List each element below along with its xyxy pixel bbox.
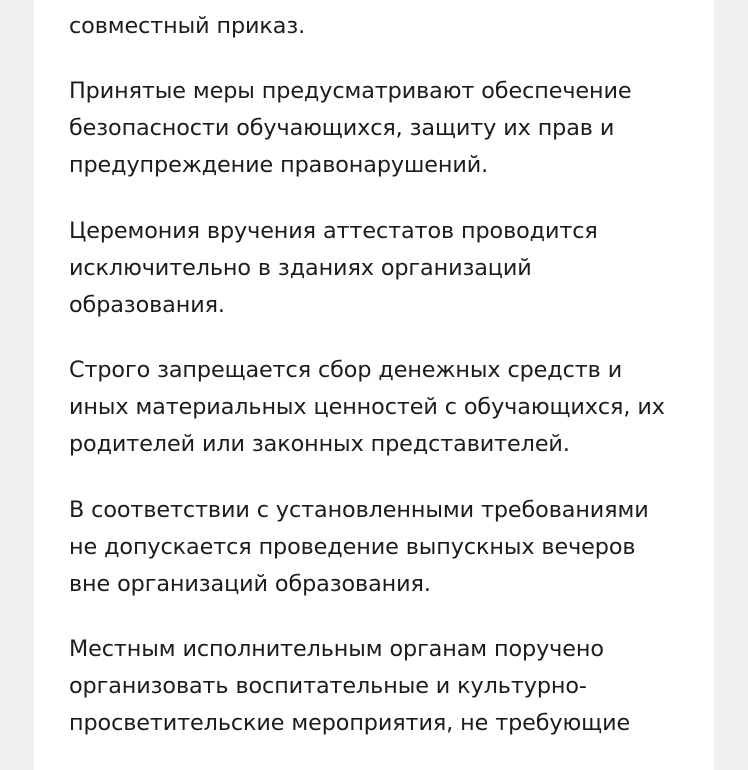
article-line: Местным исполнительным органам поручено: [69, 636, 604, 662]
article-paragraph-6: [69, 631, 630, 742]
article-line: родителей или законных представителей.: [69, 431, 570, 457]
article-paragraph-1: [69, 8, 305, 45]
article-line: В соответствии с установленными требованиями: [69, 497, 649, 523]
article-paragraph-5: [69, 492, 649, 603]
article-line: не допускается проведение выпускных вечеров: [69, 534, 636, 560]
article-line: образования.: [69, 292, 225, 318]
article-line: предупреждение правонарушений.: [69, 152, 489, 178]
article-line: безопасности обучающихся, защиту их прав и: [69, 115, 615, 141]
article-line: просветительские мероприятия, не требующие: [69, 710, 631, 736]
article-line: исключительно в зданиях организаций: [69, 255, 532, 281]
article-line: Принятые меры предусматривают обеспечение: [69, 78, 632, 104]
article-line: организовать воспитательные и культурно-: [69, 673, 587, 699]
article-line: иных материальных ценностей с обучающихся, их: [69, 394, 665, 420]
article-line: вне организаций образования.: [69, 571, 431, 597]
article-line: Церемония вручения аттестатов проводится: [69, 218, 598, 244]
article-paragraph-4: [69, 352, 665, 463]
article-paragraph-2: [69, 73, 632, 184]
article-paragraph-3: [69, 213, 598, 324]
article-line: Строго запрещается сбор денежных средств и: [69, 357, 623, 383]
article-line: совместный приказ.: [69, 13, 306, 39]
